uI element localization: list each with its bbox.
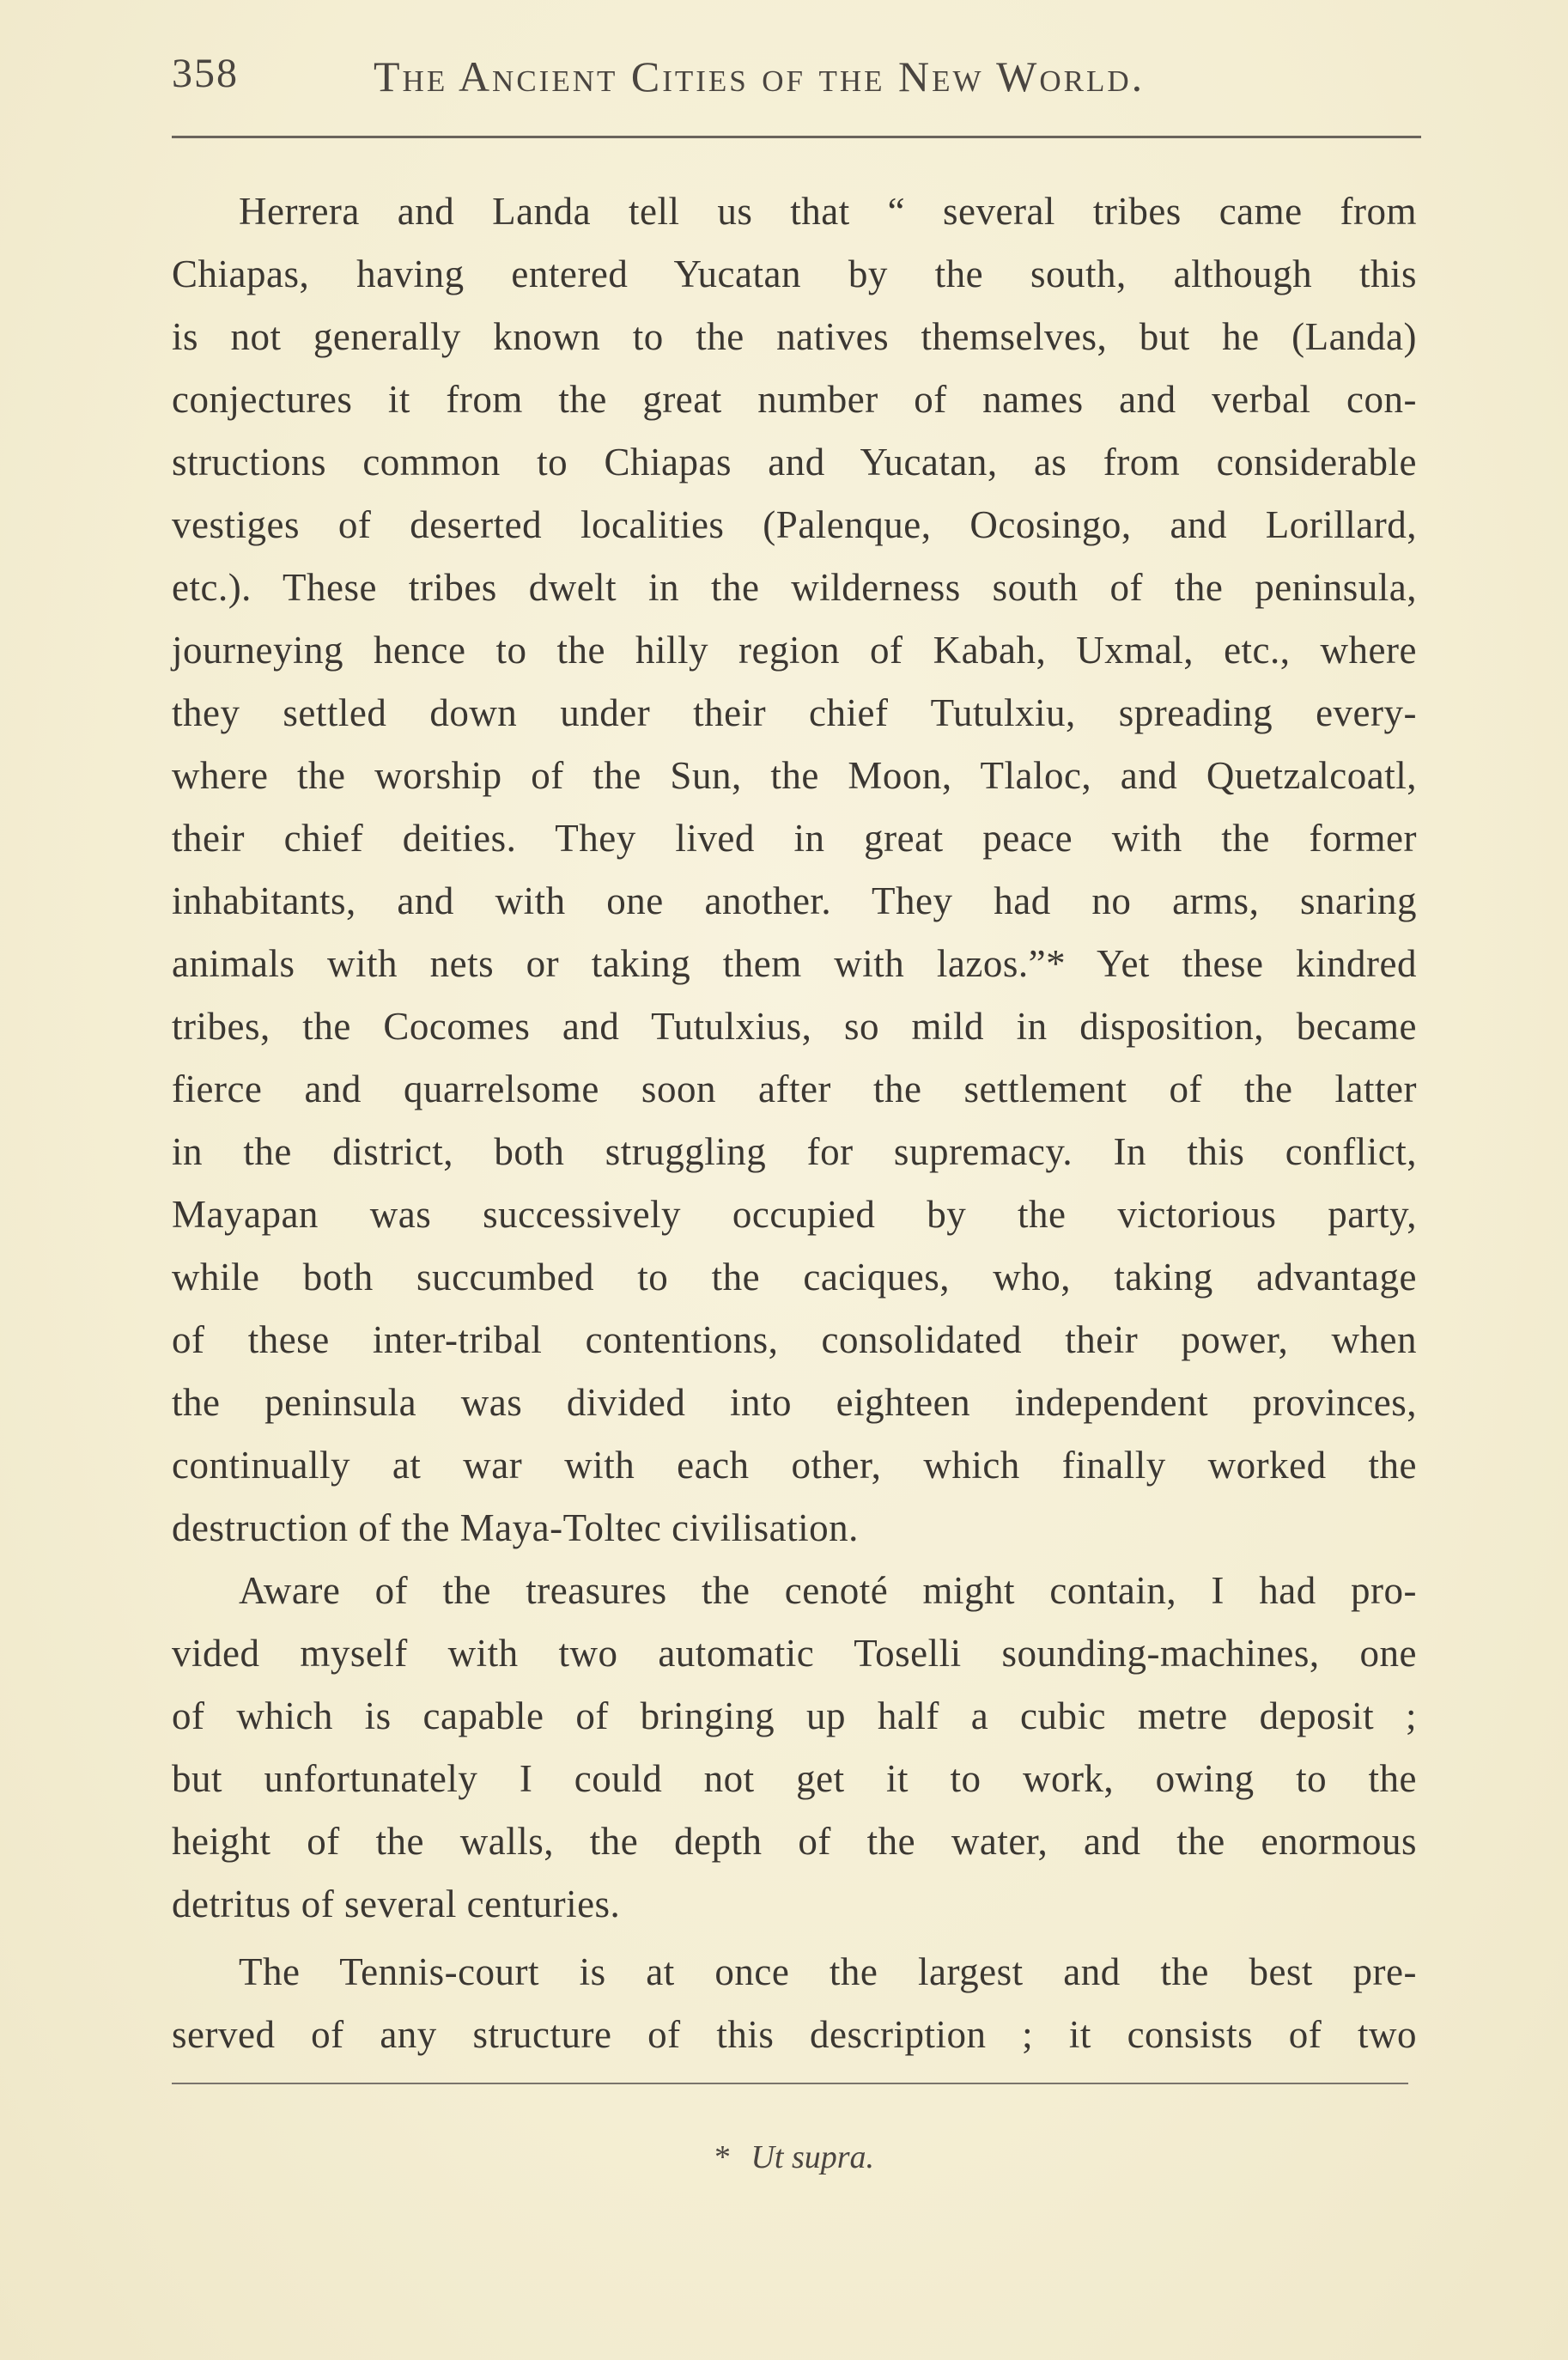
text-line: their chief deities. They lived in great peace with the former bbox=[172, 817, 1417, 860]
header-rule bbox=[172, 136, 1421, 138]
text-line: they settled down under their chief Tutulxiu, spreading every- bbox=[172, 691, 1417, 734]
text-line: but unfortunately I could not get it to work, owing to the bbox=[172, 1757, 1417, 1800]
footnote-rule bbox=[172, 2083, 1408, 2084]
text-line: Mayapan was successively occupied by the victorious party, bbox=[172, 1193, 1417, 1236]
text-line: served of any structure of this description ; it consists of two bbox=[172, 2013, 1417, 2056]
text-line: Herrera and Landa tell us that “ several tribes came from bbox=[239, 190, 1417, 233]
text-line: continually at war with each other, which finally worked the bbox=[172, 1444, 1417, 1487]
page-header bbox=[172, 50, 1425, 110]
text-line: of which is capable of bringing up half a cubic metre deposit ; bbox=[172, 1694, 1417, 1737]
text-line: tribes, the Cocomes and Tutulxius, so mild in disposition, became bbox=[172, 1005, 1417, 1048]
footnote bbox=[172, 2138, 1417, 2176]
text-line: while both succumbed to the caciques, who, taking advantage bbox=[172, 1256, 1417, 1299]
text-line: Aware of the treasures the cenoté might contain, I had pro- bbox=[239, 1569, 1417, 1612]
text-line: Chiapas, having entered Yucatan by the south, although this bbox=[172, 252, 1417, 295]
text-line: conjectures it from the great number of names and verbal con- bbox=[172, 378, 1417, 421]
text-line: inhabitants, and with one another. They had no arms, snaring bbox=[172, 879, 1417, 922]
text-line: in the district, both struggling for supremacy. In this conflict, bbox=[172, 1130, 1417, 1173]
text-line: is not generally known to the natives themselves, but he (Landa) bbox=[172, 315, 1417, 358]
text-line: of these inter-tribal contentions, consolidated their power, when bbox=[172, 1318, 1417, 1361]
text-line: etc.). These tribes dwelt in the wilderness south of the peninsula, bbox=[172, 566, 1417, 609]
text-line: height of the walls, the depth of the water, and the enormous bbox=[172, 1820, 1417, 1863]
text-line: detritus of several centuries. bbox=[172, 1883, 621, 1925]
footnote-marker: * bbox=[714, 2139, 731, 2175]
text-line: vided myself with two automatic Toselli sounding-machines, one bbox=[172, 1632, 1417, 1675]
text-line: journeying hence to the hilly region of Kabah, Uxmal, etc., where bbox=[172, 629, 1417, 672]
text-line: the peninsula was divided into eighteen independent provinces, bbox=[172, 1381, 1417, 1424]
page-number: 358 bbox=[172, 51, 239, 96]
text-line: structions common to Chiapas and Yucatan, as from considerable bbox=[172, 441, 1417, 484]
running-title: The Ancient Cities of the New World. bbox=[374, 52, 1146, 100]
body-text bbox=[172, 180, 1417, 2066]
text-line: where the worship of the Sun, the Moon, Tlaloc, and Quetzalcoatl, bbox=[172, 754, 1417, 797]
footnote-text: Ut supra. bbox=[751, 2139, 875, 2175]
text-line: destruction of the Maya-Toltec civilisation. bbox=[172, 1506, 859, 1549]
text-line: vestiges of deserted localities (Palenque, Ocosingo, and Lorillard, bbox=[172, 503, 1417, 546]
text-line: animals with nets or taking them with lazos.”* Yet these kindred bbox=[172, 942, 1417, 985]
text-line: The Tennis-court is at once the largest and the best pre- bbox=[239, 1950, 1417, 1993]
text-line: fierce and quarrelsome soon after the settlement of the latter bbox=[172, 1067, 1417, 1110]
